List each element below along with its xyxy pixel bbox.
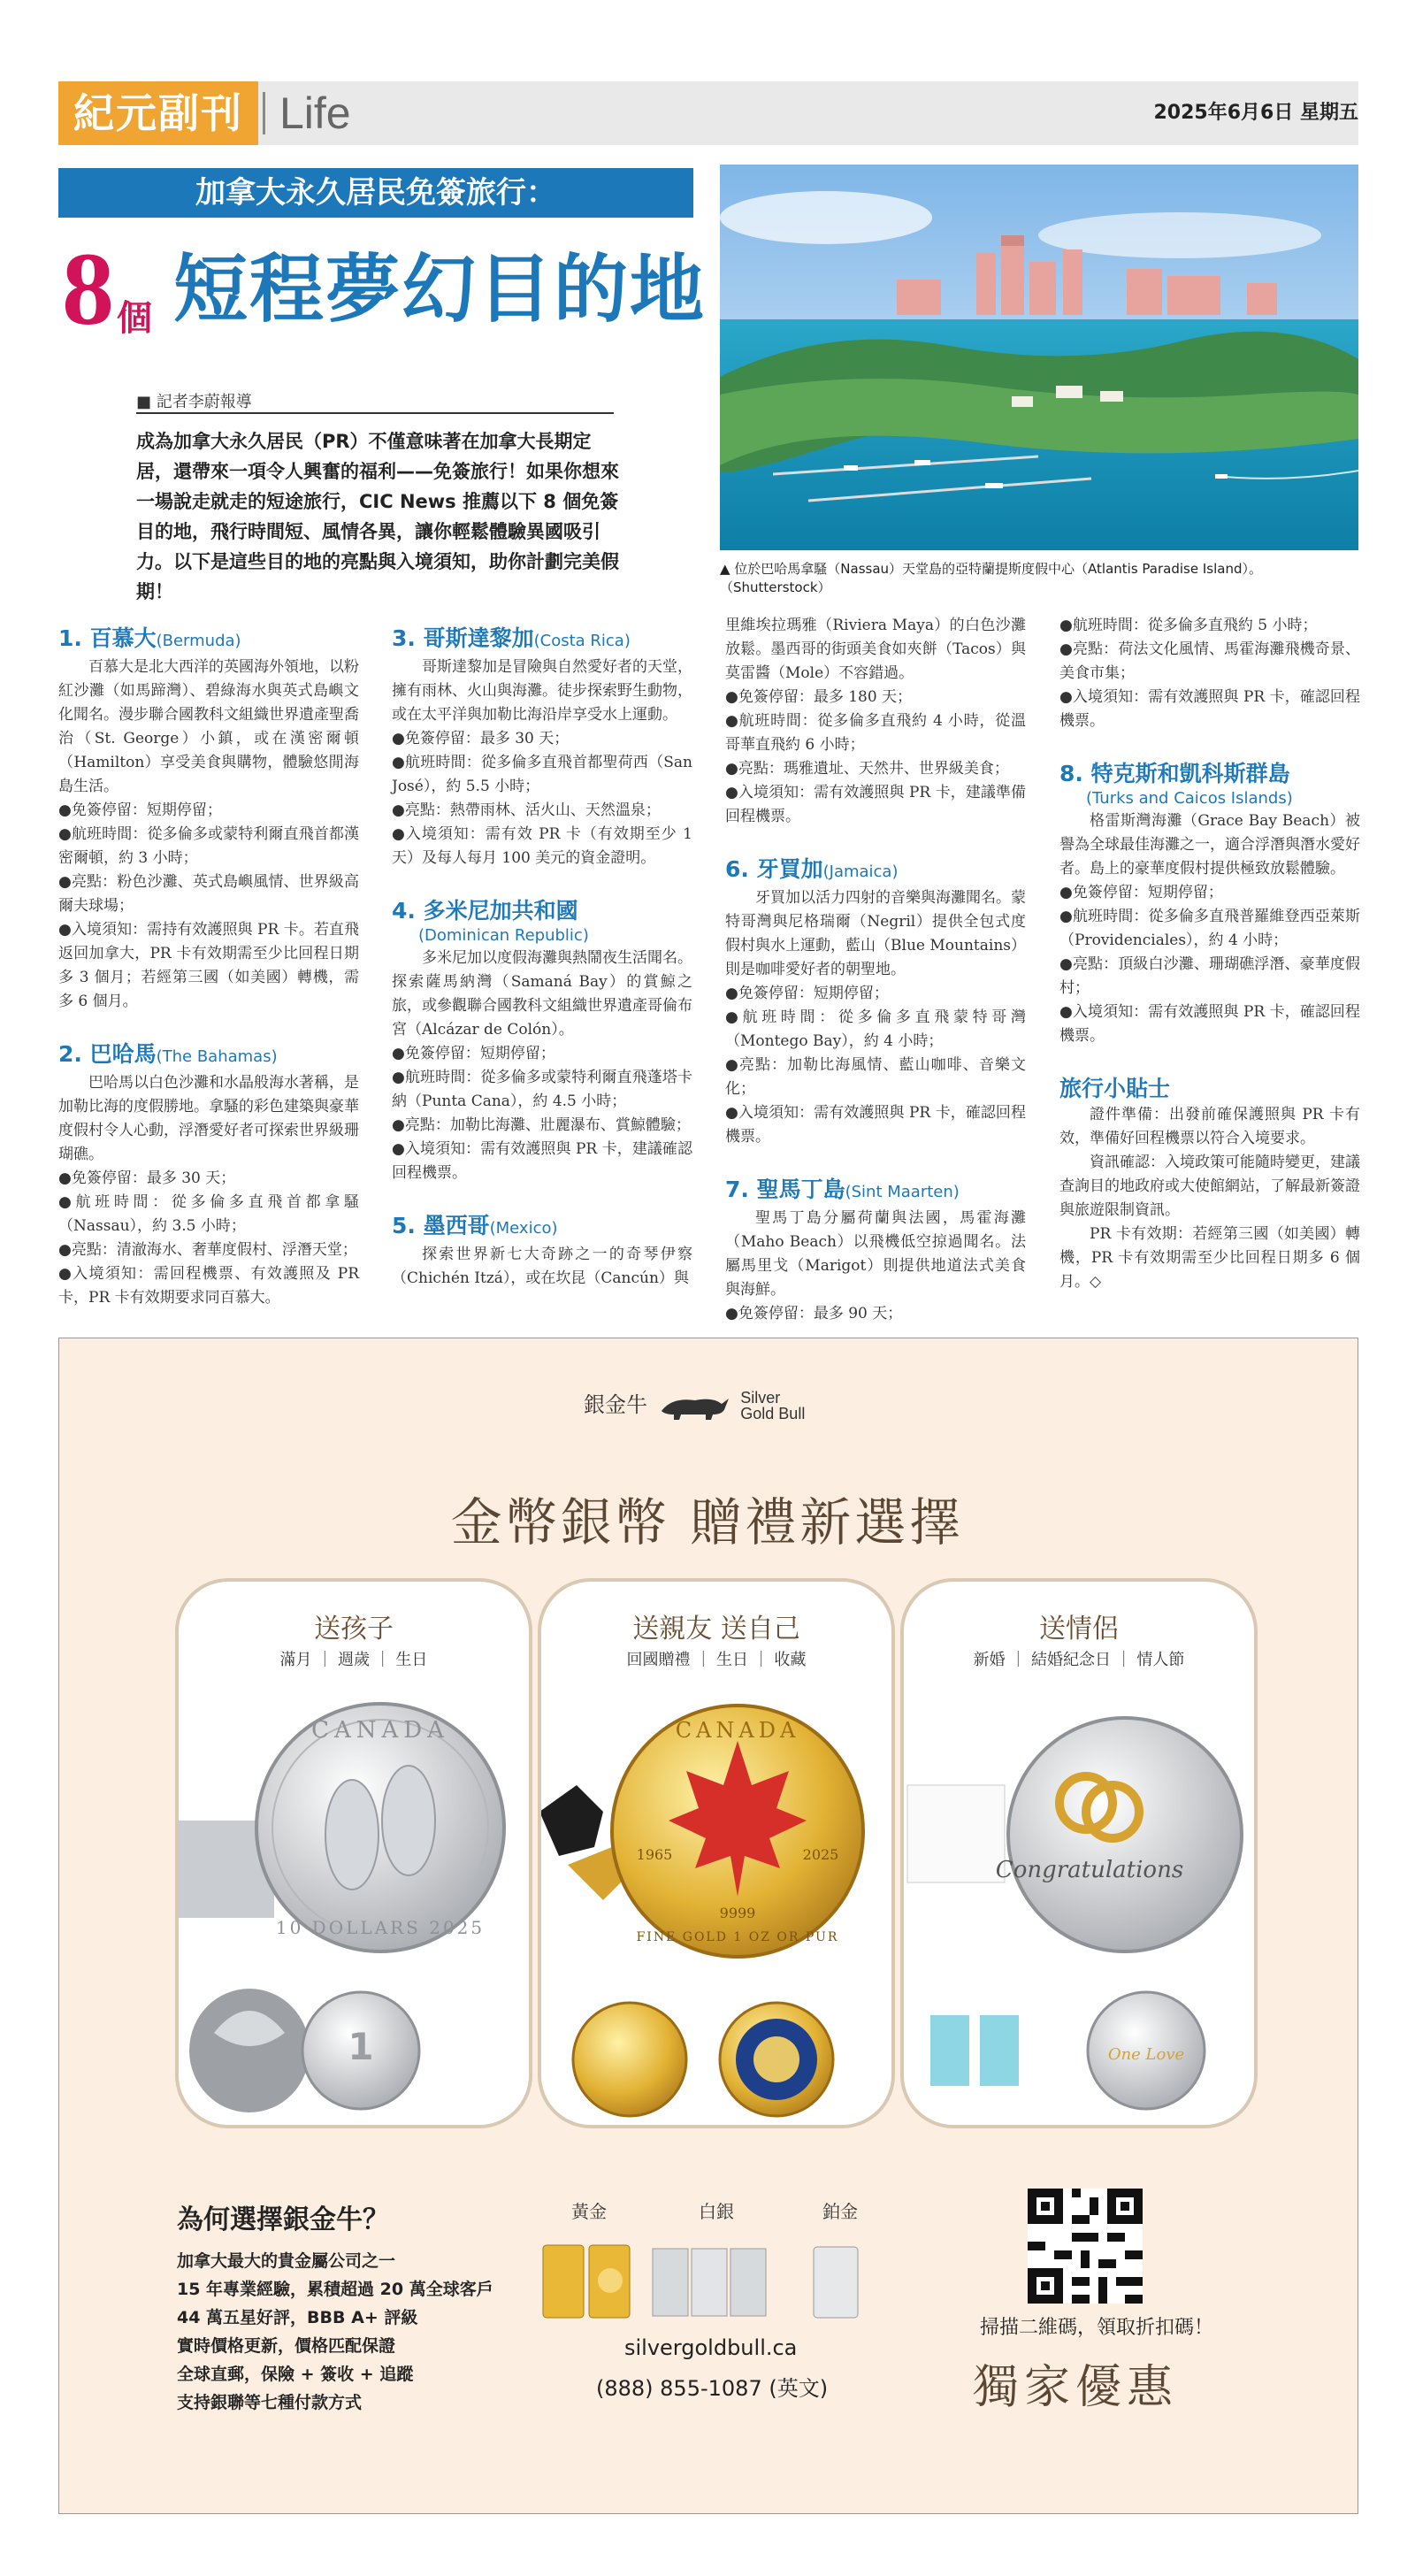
article-column-1 [58, 625, 359, 1310]
tip-paragraph: PR 卡有效期：若經第三國（如美國）轉機，PR 卡有效期需至少比回程日期多 6 個月。◇ [1059, 1225, 1360, 1291]
bullet: ●入境須知：需有效護照與 PR 卡，建議準備回程機票。 [725, 784, 1026, 825]
headline-title: 短程夢幻目的地 [173, 246, 707, 333]
section-label: Life [279, 88, 351, 138]
bullet: ●航班時間：從多倫多直飛首都聖荷西（San José），約 5.5 小時； [392, 754, 692, 795]
coin-inscription: Congratulations [995, 1857, 1184, 1883]
photo-caption: ▲ 位於巴哈馬拿騷（Nassau）天堂島的亞特蘭提斯度假中心（Atlantis Paradise Island）。（Shutterstock） [720, 561, 1262, 595]
byline: ■ 記者李蔚報導 [136, 393, 252, 411]
coin-inscription: 10 DOLLARS 2025 [275, 1917, 486, 1938]
why-item: 44 萬五星好評，BBB A+ 評級 [177, 2308, 418, 2327]
leaf-coin-set [541, 1785, 603, 1856]
bullet: ●航班時間：從多倫多直飛約 5 小時； [1059, 617, 1318, 634]
section-heading-mexico: 5. 墨西哥(Mexico) [392, 1213, 558, 1238]
metal-label-platinum: 鉑金 [822, 2201, 858, 2222]
bullet: ●亮點：清澈海水、奢華度假村、浮潛天堂； [58, 1241, 357, 1259]
coin-inscription: CANADA [311, 1717, 449, 1744]
bullet: ●入境須知：需持有效護照與 PR 卡。若直飛返回加拿大，PR 卡有效期需至少比回程日期多 3 個月；若經第三國（如美國）轉機，需多 6 個月。 [58, 921, 359, 1010]
card-title: 送親友 送自己 [632, 1614, 800, 1644]
bullet: ●入境須知：需有效護照與 PR 卡，確認回程機票。 [1059, 1003, 1360, 1045]
why-item: 支持銀聯等七種付款方式 [177, 2393, 363, 2412]
gift-card-kids [175, 1578, 532, 2128]
bullet: ●航班時間：從多倫多直飛普羅維登西亞萊斯（Providenciales），約 4 小時； [1059, 908, 1360, 949]
bullet: ●亮點：荷法文化風情、馬霍海灘飛機奇景、美食市集； [1059, 640, 1360, 682]
section-heading-sint-maarten: 7. 聖馬丁島(Sint Maarten) [725, 1177, 960, 1202]
bullion-products [539, 2238, 876, 2323]
metal-label-silver: 白銀 [699, 2201, 734, 2222]
section-heading-tips: 旅行小貼士 [1059, 1076, 1171, 1101]
bullet: ●亮點：加勒比海灘、壯麗瀑布、賞鯨體驗； [392, 1116, 691, 1134]
bullet: ●免簽停留：短期停留； [725, 985, 889, 1002]
section-heading-bermuda: 1. 百慕大(Bermuda) [58, 625, 241, 651]
qr-code-icon[interactable] [1028, 2189, 1143, 2304]
divider [136, 412, 614, 414]
bullet: ●亮點：瑪雅遺址、天然井、世界級美食； [725, 760, 1009, 778]
qr-instruction: 掃描二維碼，領取折扣碼！ [980, 2317, 1214, 2339]
why-choose-list [177, 2247, 548, 2417]
ad-brand-logo: 銀金牛 Silver Gold Bull [584, 1389, 806, 1422]
coin-inscription: One Love [1107, 2045, 1185, 2064]
bullet: ●免簽停留：最多 90 天； [725, 1305, 903, 1322]
article-paragraph: 哥斯達黎加是冒險與自然愛好者的天堂，擁有雨林、火山與海灘。徒步探索野生動物，或在太平洋與加勒比海沿岸享受水上運動。 [392, 658, 692, 724]
headline-count-word: 個 [117, 298, 152, 339]
bullet: ●亮點：頂級白沙灘、珊瑚礁浮潛、豪華度假村； [1059, 955, 1360, 997]
bullet: ●亮點：加勒比海風情、藍山咖啡、音樂文化； [725, 1056, 1026, 1098]
coin-group [541, 1679, 891, 2121]
bullet: ●航班時間：從多倫多直飛約 4 小時，從溫哥華直飛約 6 小時； [725, 712, 1026, 754]
section-heading-dominican: 4. 多米尼加共和國 [392, 898, 578, 924]
why-item: 實時價格更新，價格匹配保證 [177, 2336, 396, 2356]
tip-paragraph: 證件準備：出發前確保護照與 PR 卡有效，準備好回程機票以符合入境要求。 [1059, 1106, 1360, 1147]
svg-text:1: 1 [348, 2025, 374, 2068]
bullet: ●入境須知：需有效護照與 PR 卡，確認回程機票。 [1059, 688, 1360, 730]
article-paragraph: 牙買加以活力四射的音樂與海灘聞名。蒙特哥灣與尼格瑞爾（Negril）提供全包式度假村與水上運動，藍山（Blue Mountains）則是咖啡愛好者的朝聖地。 [725, 889, 1026, 978]
coin-inscription: 1965 [636, 1846, 673, 1863]
card-title: 送情侶 [1039, 1614, 1119, 1644]
bullet: ●入境須知：需有效 PR 卡（有效期至少 1 天）及每人每月 100 美元的資金證明。 [392, 825, 692, 867]
metal-label-gold: 黃金 [571, 2201, 607, 2222]
bullet: ●免簽停留：最多 30 天； [58, 1169, 236, 1187]
card-title: 送孩子 [314, 1614, 394, 1644]
resort-photo [720, 165, 1358, 550]
coin-inscription: CANADA [675, 1718, 800, 1743]
bullet: ●航班時間：從多倫多直飛首都拿騷（Nassau），約 3.5 小時； [58, 1193, 359, 1235]
bullet: ●免簽停留：短期停留； [392, 1045, 555, 1062]
issue-date: 2025年6月6日 星期五 [1153, 102, 1358, 124]
article-paragraph: 百慕大是北大西洋的英國海外領地，以粉紅沙灘（如馬蹄灣）、碧綠海水與英式島嶼文化聞名。漫步聯合國教科文組織世界遺產聖喬治（St. George）小鎮，或在漢密爾頓（Hamilton）享受美食與購物，體驗悠閒海島生活。 [58, 658, 359, 795]
phone-number[interactable]: (888) 855-1087 (英文) [596, 2376, 829, 2401]
section-heading-jamaica: 6. 牙買加(Jamaica) [725, 856, 899, 882]
section-heading-en: (Turks and Caicos Islands) [1086, 789, 1293, 808]
article-paragraph: 里維埃拉瑪雅（Riviera Maya）的白色沙灘放鬆。墨西哥的街頭美食如夾餅（Tacos）與莫雷醬（Mole）不容錯過。 [725, 617, 1026, 682]
resort-illustration [720, 165, 1358, 550]
bullet: ●入境須知：需有效護照與 PR 卡，確認回程機票。 [725, 1104, 1026, 1146]
why-item: 全球直郵，保險 + 簽收 + 追蹤 [177, 2365, 414, 2384]
headline-number: 8 [62, 231, 114, 347]
brand-label: 紀元副刊 [58, 81, 258, 145]
article-column-3 [725, 614, 1026, 1326]
section-heading-en: (Dominican Republic) [418, 926, 589, 945]
intro-paragraph: 成為加拿大永久居民（PR）不僅意味著在加拿大長期定居，還帶來一項令人興奮的福利——免簽旅行！如果你想來一場說走就走的短途旅行，CIC News 推薦以下 8 個免簽目的地，飛行時間短、風情各異，讓你輕鬆體驗異國吸引力。以下是這些目的地的亮點與入境須知，助你計劃完美假期！ [136, 431, 619, 602]
headline-kicker: 加拿大永久居民免簽旅行： [58, 168, 693, 218]
bullet: ●免簽停留：最多 30 天； [392, 730, 570, 748]
article-paragraph: 格雷斯灣海灘（Grace Bay Beach）被譽為全球最佳海灘之一，適合浮潛與潛水愛好者。島上的豪華度假村提供極致放鬆體驗。 [1059, 812, 1360, 878]
article-paragraph: 多米尼加以度假海灘與熱鬧夜生活聞名。探索薩馬納灣（Samaná Bay）的賞鯨之旅，或參觀聯合國教科文組織世界遺產哥倫布宮（Alcázar de Colón）。 [392, 949, 692, 1039]
section-heading-bahamas: 2. 巴哈馬(The Bahamas) [58, 1041, 278, 1067]
card-subtitle: 滿月 ｜ 週歲 ｜ 生日 [279, 1651, 428, 1669]
coin-group [179, 1679, 529, 2121]
section-heading-costa-rica: 3. 哥斯達黎加(Costa Rica) [392, 625, 631, 651]
section-heading-turks-caicos: 8. 特克斯和凱科斯群島 [1059, 761, 1290, 786]
bullet: ●入境須知：需回程機票、有效護照及 PR 卡，PR 卡有效期要求同百慕大。 [58, 1265, 359, 1307]
website-link[interactable]: silvergoldbull.ca [624, 2335, 798, 2360]
bullet: ●免簽停留：短期停留； [58, 801, 222, 819]
coin-inscription: FINE GOLD 1 OZ OR PUR [636, 1930, 839, 1944]
bullet: ●亮點：熱帶雨林、活火山、天然溫泉； [392, 801, 661, 819]
gold-maple-coin [573, 2003, 686, 2116]
bullet: ●免簽停留：短期停留； [1059, 884, 1223, 901]
shark-coin [189, 1989, 310, 2112]
gift-card-family [538, 1578, 895, 2128]
why-choose-heading: 為何選擇銀金牛？ [177, 2204, 389, 2235]
tip-paragraph: 資訊確認：入境政策可能隨時變更，建議查詢目的地政府或大使館網站，了解最新簽證與旅遊限制資訊。 [1059, 1154, 1360, 1219]
bullet: ●航班時間：從多倫多直飛蒙特哥灣（Montego Bay），約 4 小時； [725, 1008, 1026, 1050]
bull-icon [654, 1388, 734, 1423]
why-item: 加拿大最大的貴金屬公司之一 [177, 2251, 396, 2271]
card-subtitle: 回國贈禮 ｜ 生日 ｜ 收藏 [626, 1651, 807, 1669]
coin-group [904, 1679, 1254, 2121]
coin-inscription: 2025 [802, 1846, 839, 1863]
coin-box [907, 1785, 1005, 1882]
bullet: ●航班時間：從多倫多或蒙特利爾直飛蓬塔卡納（Punta Cana），約 4.5 小時； [392, 1069, 692, 1110]
article-paragraph: 探索世界新七大奇跡之一的奇琴伊察（Chichén Itzá），或在坎昆（Cancún）與 [392, 1246, 692, 1287]
why-item: 15 年專業經驗，累積超過 20 萬全球客戶 [177, 2280, 493, 2299]
divider [263, 92, 265, 134]
exclusive-offer: 獨家優惠 [973, 2361, 1179, 2414]
coin-inscription: 9999 [719, 1905, 756, 1921]
article-paragraph: 巴哈馬以白色沙灘和水晶般海水著稱，是加勒比海的度假勝地。拿騷的彩色建築與豪華度假村令人心動，浮潛愛好者可探索世界級珊瑚礁。 [58, 1074, 359, 1163]
bullet: ●入境須知：需有效護照與 PR 卡，建議確認回程機票。 [392, 1140, 692, 1182]
gift-card-couples [900, 1578, 1258, 2128]
bullet: ●航班時間：從多倫多或蒙特利爾直飛首都漢密爾頓，約 3 小時； [58, 825, 359, 867]
ad-headline: 金幣銀幣 贈禮新選擇 [450, 1492, 965, 1552]
bullet: ●亮點：粉色沙灘、英式島嶼風情、世界級高爾夫球場； [58, 873, 359, 915]
card-subtitle: 新婚 ｜ 結婚紀念日 ｜ 情人節 [973, 1651, 1185, 1669]
article-column-2 [392, 625, 692, 1291]
article-paragraph: 聖馬丁島分屬荷蘭與法國，馬霍海灘（Maho Beach）以飛機低空掠過聞名。法屬馬里戈（Marigot）則提供地道法式美食與海鮮。 [725, 1209, 1026, 1299]
bullet: ●免簽停留：最多 180 天； [725, 688, 913, 706]
article-column-4 [1059, 614, 1360, 1294]
